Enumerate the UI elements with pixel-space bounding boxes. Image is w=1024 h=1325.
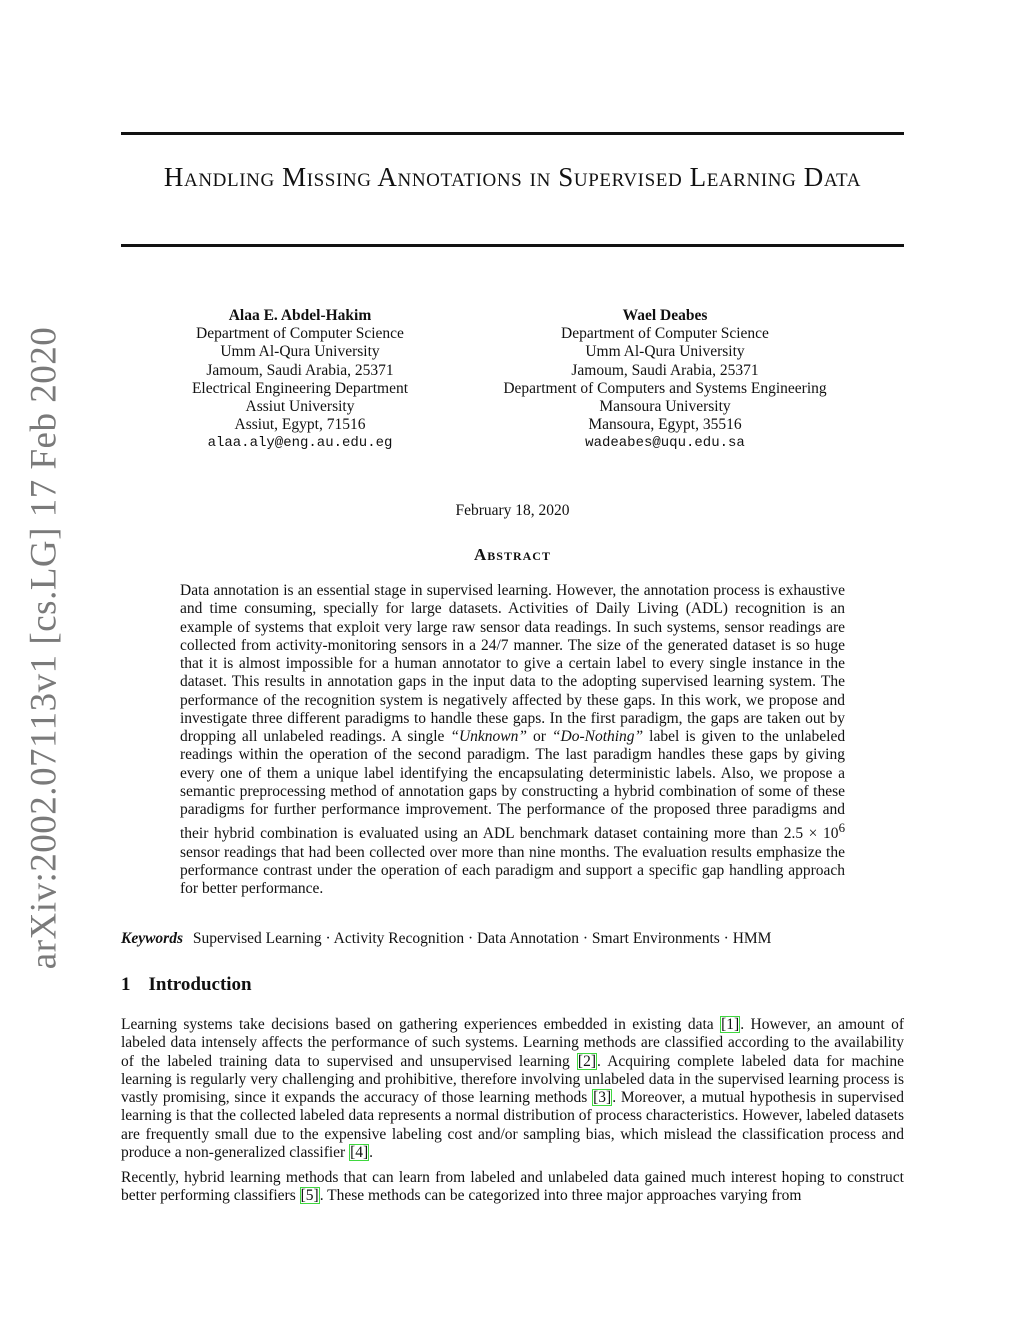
body-text: . Moreover, a mutual hypothesis in supervised learning is that the collected labeled data represents a normal distribution of process characteristics. However, labeled datasets are frequently small due to the expensive labeling cost and/or sampling bias, which mislead the classification process and produce a non-generalized classifier	[121, 1089, 905, 1161]
paper-title: Handling Missing Annotations in Supervised Learning Data	[163, 162, 862, 192]
section-number: 1	[121, 974, 131, 995]
abstract-text: or	[532, 728, 546, 745]
author-block-2	[465, 307, 865, 453]
paragraph	[121, 1169, 904, 1206]
citation-link[interactable]: [1]	[721, 1016, 740, 1033]
title-bottom-rule	[121, 244, 904, 247]
affiliation-line: Umm Al-Qura University	[220, 343, 380, 361]
body-text: Learning systems take decisions based on gathering experiences embedded in existing data	[121, 1016, 714, 1033]
body-text: Recently, hybrid learning methods that can learn from labeled and unlabeled data gained much interest hoping to construct better performing classifiers	[121, 1169, 904, 1205]
section-title: Introduction	[148, 974, 252, 995]
affiliation-line: Department of Computers and Systems Engineering	[503, 379, 827, 397]
abstract-text: sensor readings that had been collected over more than nine months. The evaluation results emphasize the performance contrast under the operation of each paradigm and support a specific gap handling approach for better performance.	[180, 843, 845, 898]
publication-date: February 18, 2020	[455, 502, 570, 519]
body-text: . Acquiring complete labeled data for machine learning is regularly very challenging and prohibitive, therefore involving unlabeled data in the supervised learning process is vastly promising, since it expands the accuracy of those learning methods	[121, 1052, 904, 1106]
body-text: . These methods can be categorized into three major approaches varying from	[319, 1187, 802, 1205]
keywords-line	[121, 930, 904, 948]
arxiv-identifier: arXiv:2002.07113v1 [cs.LG] 17 Feb 2020	[23, 326, 65, 970]
keywords-list: Supervised Learning · Activity Recognition · Data Annotation · Smart Environments · HMM	[192, 930, 772, 947]
affiliation-line: Jamoum, Saudi Arabia, 25371	[571, 361, 759, 379]
citation-link[interactable]: [5]	[300, 1187, 319, 1205]
keywords-label: Keywords	[121, 930, 183, 947]
affiliation-line: Jamoum, Saudi Arabia, 25371	[206, 361, 394, 379]
affiliation-line: Mansoura, Egypt, 35516	[588, 416, 742, 434]
author-email[interactable]: alaa.aly@eng.au.edu.eg	[207, 435, 393, 452]
affiliation-line: Mansoura University	[599, 398, 731, 416]
abstract-text: label is given to the unlabeled readings within the operation of the second paradigm. The last paradigm handles these gaps by giving every one of them a unique label identifying the encapsulating deterministic labels. Also, we propose a semantic preprocessing method of annotation gaps by constructing a hybrid combination of some of these paradigms for further performance improvement. The performance of the proposed three paradigms and their hybrid combination is evaluated using an ADL benchmark dataset containing more than	[180, 728, 846, 843]
author-block-1	[150, 307, 450, 453]
readings-count: 2.5 × 10	[783, 825, 839, 843]
affiliation-line: Assiut, Egypt, 71516	[234, 416, 366, 434]
citation-link[interactable]: [3]	[593, 1089, 612, 1106]
abstract-body	[180, 582, 845, 898]
title-top-rule	[121, 132, 904, 135]
author-name: Wael Deabes	[622, 307, 708, 324]
author-name: Alaa E. Abdel-Hakim	[228, 307, 372, 324]
body-text: .	[369, 1143, 374, 1161]
do-nothing-label: “Do-Nothing”	[551, 728, 644, 745]
affiliation-line: Department of Computer Science	[561, 325, 769, 343]
citation-link[interactable]: [2]	[577, 1052, 596, 1070]
paragraph	[121, 1016, 904, 1162]
author-email[interactable]: wadeabes@uqu.edu.sa	[585, 435, 745, 452]
affiliation-line: Assiut University	[245, 398, 355, 416]
readings-exponent: 6	[838, 820, 846, 836]
abstract-heading: Abstract	[474, 545, 551, 564]
citation-link[interactable]: [4]	[350, 1143, 369, 1161]
unknown-label: “Unknown”	[450, 728, 528, 745]
introduction-body	[121, 1016, 904, 1213]
section-heading	[121, 974, 252, 996]
abstract-text: Data annotation is an essential stage in supervised learning. However, the annotation process is exhaustive and time consuming, specially for large datasets. Activities of Daily Living (ADL) recognition is an example of systems that exploit very large raw sensor data readings. In such systems, sensor readings are collected from activity-monitoring sensors in a 24/7 manner. The size of the generated dataset is so huge that it is almost impossible for a human annotator to give a certain label to every single instance in the dataset. This results in annotation gaps in the input data to the adopting supervised learning system. The performance of the recognition system is negatively affected by these gaps. In this work, we propose and investigate three different paradigms to handle these gaps. In the first paradigm, the gaps are taken out by dropping all unlabeled readings. A single	[180, 582, 845, 745]
affiliation-line: Umm Al-Qura University	[585, 343, 745, 361]
affiliation-line: Department of Computer Science	[196, 325, 404, 343]
body-text: . However, an amount of labeled data intensely affects the performance of such systems. Learning methods are classified according to the availability of the labeled training data to supervised and unsupervised learning	[121, 1016, 904, 1070]
affiliation-line: Electrical Engineering Department	[191, 379, 409, 397]
